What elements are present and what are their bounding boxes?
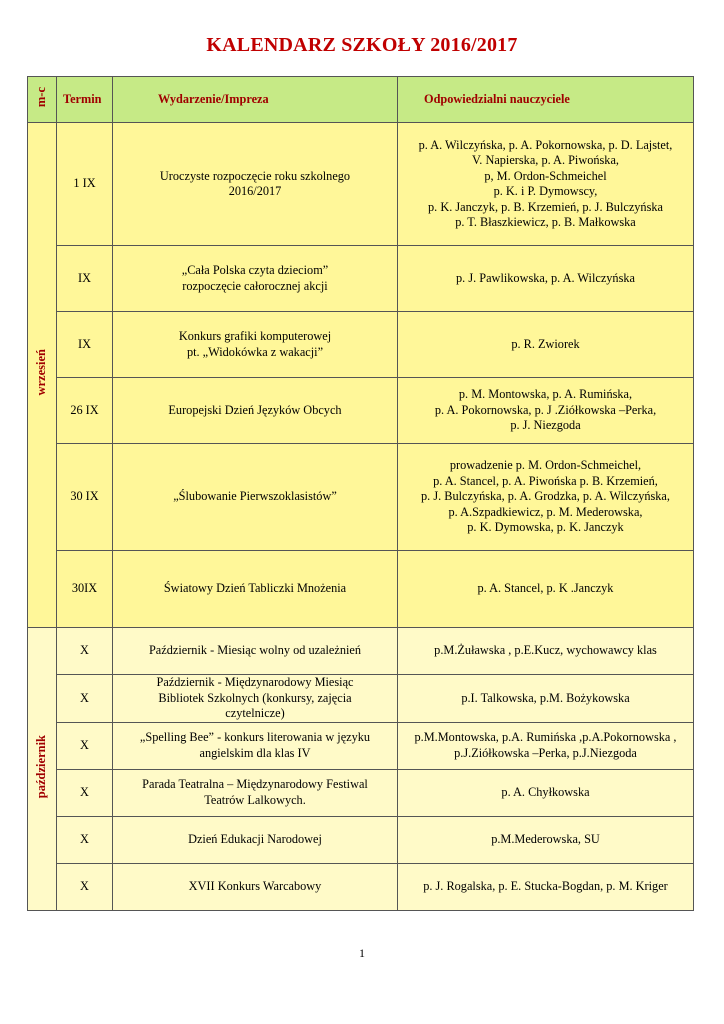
table-row: [28, 551, 694, 628]
teachers-header: Odpowiedzialni nauczyciele: [398, 77, 694, 123]
month-cell-september: wrzesień: [28, 123, 57, 628]
cell-line: Dzień Edukacji Narodowej: [188, 831, 322, 846]
cell-line: p.M.Żuławska , p.E.Kucz, wychowawcy klas: [434, 643, 657, 658]
cell-line: Uroczyste rozpoczęcie roku szkolnego: [159, 168, 351, 183]
cell-line: Światowy Dzień Tabliczki Mnożenia: [163, 581, 347, 596]
event-cell: [113, 312, 398, 378]
term-cell: X: [57, 675, 113, 723]
table-row: [28, 444, 694, 551]
cell-line: Konkurs grafiki komputerowej: [178, 329, 332, 343]
cell-line: p. K. Janczyk, p. B. Krzemień, p. J. Bulczyńska: [428, 199, 663, 214]
table-row: [28, 675, 694, 723]
term-cell: X: [57, 722, 113, 769]
teachers-cell: [398, 312, 694, 378]
cell-line: p.J.Ziółkowska –Perka, p.J.Niezgoda: [454, 745, 637, 760]
event-cell: [113, 722, 398, 769]
cell-line: p. A. Stancel, p. K .Janczyk: [477, 581, 614, 596]
cell-line: V. Napierska, p. A. Piwońska,: [472, 153, 619, 167]
cell-line: XVII Konkurs Warcabowy: [188, 878, 322, 893]
cell-line: p.M.Mederowska, SU: [491, 831, 600, 846]
cell-line: Październik - Międzynarodowy Miesiąc: [156, 675, 354, 689]
event-cell: [113, 123, 398, 246]
cell-line: p, M. Ordon-Schmeichel: [484, 168, 607, 183]
cell-line: prowadzenie p. M. Ordon-Schmeichel,: [449, 458, 642, 473]
cell-line: Październik - Miesiąc wolny od uzależnień: [148, 643, 362, 658]
event-cell: [113, 246, 398, 312]
cell-line: p. A.Szpadkiewicz, p. M. Mederowska,: [448, 504, 643, 519]
cell-line: rozpoczęcie całorocznej akcji: [182, 278, 328, 293]
teachers-cell: [398, 816, 694, 863]
cell-line: p. A. Wilczyńska, p. A. Pokornowska, p. D. Lajstet,: [418, 137, 673, 152]
cell-line: p. A. Stancel, p. A. Piwońska p. B. Krzemień,: [433, 473, 658, 488]
term-header: Termin: [57, 77, 113, 123]
term-cell: X: [57, 863, 113, 910]
cell-line: pt. „Widokówka z wakacji”: [186, 344, 324, 359]
event-header: Wydarzenie/Impreza: [113, 77, 398, 123]
term-cell: IX: [57, 312, 113, 378]
cell-line: czytelnicze): [225, 706, 285, 720]
teachers-cell: [398, 246, 694, 312]
cell-line: p. J. Rogalska, p. E. Stucka-Bogdan, p. M. Kriger: [423, 878, 668, 893]
cell-line: p. M. Montowska, p. A. Rumińska,: [458, 387, 633, 402]
cell-line: p. J. Niezgoda: [510, 418, 581, 433]
calendar-table: [27, 76, 694, 911]
cell-line: p. A. Chyłkowska: [501, 784, 590, 799]
cell-line: p. K. i P. Dymowscy,: [493, 184, 598, 198]
teachers-cell: [398, 675, 694, 723]
event-cell: [113, 769, 398, 816]
event-cell: [113, 551, 398, 628]
cell-line: p. T. Błaszkiewicz, p. B. Małkowska: [455, 215, 636, 229]
cell-line: p. R. Zwiorek: [511, 336, 580, 351]
cell-line: p. J. Bulczyńska, p. A. Grodzka, p. A. Wilczyńska,: [421, 489, 670, 504]
teachers-cell: [398, 444, 694, 551]
table-row: [28, 378, 694, 444]
teachers-cell: [398, 628, 694, 675]
table-row: [28, 722, 694, 769]
term-cell: X: [57, 628, 113, 675]
month-header: m-c: [28, 77, 57, 123]
page-title: KALENDARZ SZKOŁY 2016/2017: [206, 34, 518, 56]
cell-line: 2016/2017: [228, 184, 282, 198]
table-row: [28, 312, 694, 378]
cell-line: Bibliotek Szkolnych (konkursy, zajęcia: [158, 690, 352, 705]
term-cell: 1 IX: [57, 123, 113, 246]
table-row: [28, 769, 694, 816]
teachers-cell: [398, 722, 694, 769]
event-cell: [113, 675, 398, 723]
cell-line: p. J. Pawlikowska, p. A. Wilczyńska: [456, 270, 635, 285]
table-row: [28, 628, 694, 675]
cell-line: angielskim dla klas IV: [199, 745, 311, 760]
teachers-cell: [398, 863, 694, 910]
term-cell: 26 IX: [57, 378, 113, 444]
page-number: 1: [359, 946, 365, 960]
cell-line: p.I. Talkowska, p.M. Bożykowska: [461, 690, 630, 705]
cell-line: Europejski Dzień Języków Obcych: [168, 402, 342, 417]
event-cell: [113, 816, 398, 863]
cell-line: „Ślubowanie Pierwszoklasistów”: [173, 489, 337, 504]
cell-line: Parada Teatralna – Międzynarodowy Festiwal: [142, 777, 368, 791]
table-row: [28, 816, 694, 863]
teachers-cell: [398, 123, 694, 246]
term-cell: X: [57, 816, 113, 863]
cell-line: p. A. Pokornowska, p. J .Ziółkowska –Perka,: [434, 402, 657, 417]
term-cell: 30 IX: [57, 444, 113, 551]
table-row: [28, 123, 694, 246]
cell-line: p. K. Dymowska, p. K. Janczyk: [467, 520, 624, 535]
table-row: [28, 863, 694, 910]
month-cell-october: październik: [28, 628, 57, 911]
table-row: [28, 246, 694, 312]
cell-line: „Spelling Bee” - konkurs literowania w języku: [139, 730, 371, 744]
event-cell: [113, 863, 398, 910]
cell-line: Teatrów Lalkowych.: [204, 792, 306, 807]
cell-line: p.M.Montowska, p.A. Rumińska ,p.A.Pokornowska ,: [414, 730, 677, 744]
header-row: [28, 77, 694, 123]
term-cell: 30IX: [57, 551, 113, 628]
teachers-cell: [398, 378, 694, 444]
teachers-cell: [398, 769, 694, 816]
event-cell: [113, 628, 398, 675]
term-cell: IX: [57, 246, 113, 312]
term-cell: X: [57, 769, 113, 816]
event-cell: [113, 444, 398, 551]
cell-line: „Cała Polska czyta dzieciom”: [181, 263, 329, 277]
teachers-cell: [398, 551, 694, 628]
event-cell: [113, 378, 398, 444]
